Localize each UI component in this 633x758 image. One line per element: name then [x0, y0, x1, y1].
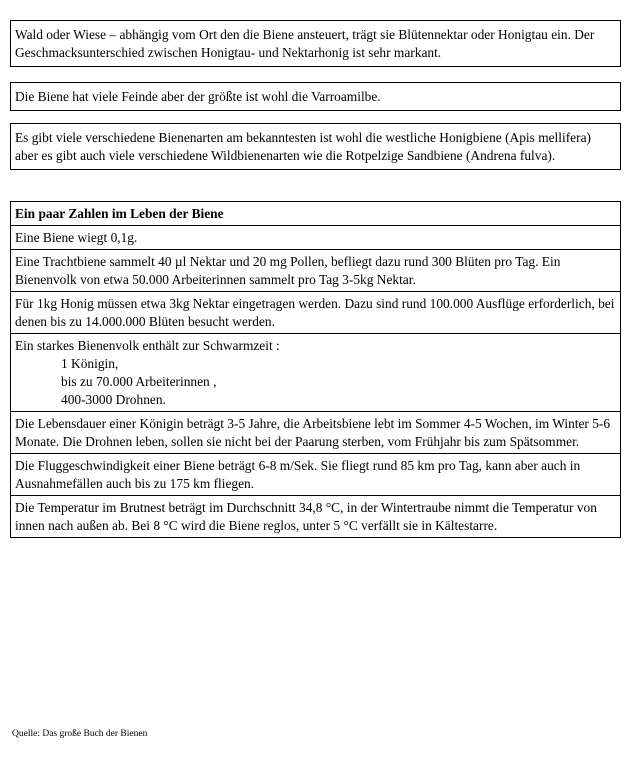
honey-type-text: Wald oder Wiese – abhängig vom Ort den die Biene ansteuert, trägt sie Blütennektar oder Honigtau ein. Der Geschmacksunterschied zwischen Honigtau- und Nektarhonig ist sehr markant.: [15, 27, 595, 60]
species-box: [10, 123, 621, 170]
swarm-row: [11, 333, 620, 411]
table-row: Für 1kg Honig müssen etwa 3kg Nektar eingetragen werden. Dazu sind rund 100.000 Ausflüge erforderlich, bei denen bis zu 14.000.000 Blüten besucht werden.: [11, 291, 620, 333]
honey-type-box: [10, 20, 621, 67]
swarm-workers: bis zu 70.000 Arbeiterinnen ,: [61, 374, 217, 389]
table-row: Die Lebensdauer einer Königin beträgt 3-5 Jahre, die Arbeitsbiene lebt im Sommer 4-5 Wochen, im Winter 5-6 Monate. Die Drohnen leben, sollen sie nicht bei der Paarung sterben, vom Frühjahr bis zum Spätsommer.: [11, 411, 620, 453]
table-row: Eine Trachtbiene sammelt 40 µl Nektar und 20 mg Pollen, befliegt dazu rund 300 Blüten pro Tag. Ein Bienenvolk von etwa 50.000 Arbeiterinnen sammelt pro Tag 3-5kg Nektar.: [11, 249, 620, 291]
enemies-text: Die Biene hat viele Feinde aber der größte ist wohl die Varroamilbe.: [15, 89, 381, 104]
swarm-queen: 1 Königin,: [61, 356, 119, 371]
enemies-box: [10, 82, 621, 111]
source-citation: Quelle: Das große Buch der Bienen: [12, 729, 148, 739]
table-row: Die Temperatur im Brutnest beträgt im Durchschnitt 34,8 °C, in der Wintertraube nimmt die Temperatur von innen nach außen ab. Bei 8 °C wird die Biene reglos, unter 5 °C verfällt sie in Kältestarre.: [11, 495, 620, 537]
table-row: Eine Biene wiegt 0,1g.: [11, 225, 620, 249]
swarm-intro: Ein starkes Bienenvolk enthält zur Schwarmzeit :: [15, 338, 280, 353]
table-row: Die Fluggeschwindigkeit einer Biene beträgt 6-8 m/Sek. Sie fliegt rund 85 km pro Tag, kann aber auch in Ausnahmefällen auch bis zu 175 km fliegen.: [11, 453, 620, 495]
swarm-drones: 400-3000 Drohnen.: [61, 392, 166, 407]
facts-table: [10, 201, 621, 538]
facts-table-heading: Ein paar Zahlen im Leben der Biene: [15, 206, 224, 221]
species-text: Es gibt viele verschiedene Bienenarten am bekanntesten ist wohl die westliche Honigbiene (Apis mellifera) aber es gibt auch viele verschiedene Wildbienenarten wie die Rotpelzige Sandbiene (Andrena fulva).: [15, 130, 591, 163]
